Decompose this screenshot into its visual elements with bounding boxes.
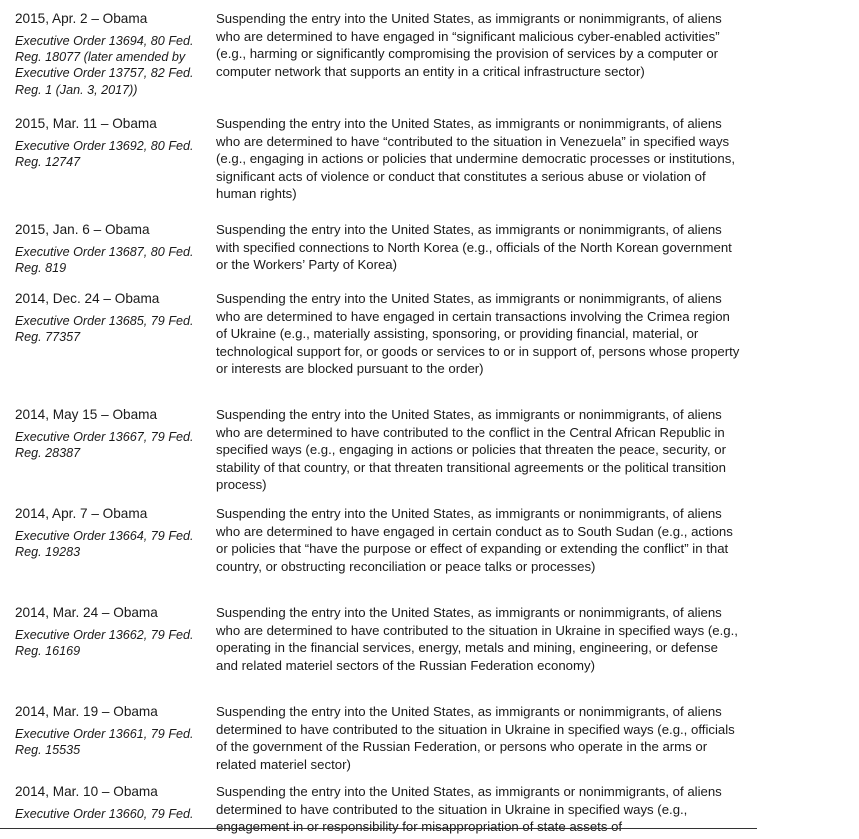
table-row [0,691,859,771]
order-citation-cell [0,209,205,276]
table-row [0,0,859,103]
order-citation-cell [0,592,205,659]
order-description: Suspending the entry into the United States, as immigrants or nonimmigrants, of aliens who are determined to have engaged in certain conduct as to South Sudan (e.g., actions or policies that “have the purpose or effect of expanding or extending the conflict” in that country, or obstructing reconciliation or peace talks or processes) [216,506,733,574]
table-row [0,394,859,493]
order-description: Suspending the entry into the United States, as immigrants or nonimmigrants, of aliens who are determined to have engaged in certain transactions involving the Crimea region of Ukraine (e.g., materially assisting, sponsoring, or providing financial, material, or technological support for, or goods or services to or in support of, persons whose property or interests are blocked pursuant to the order) [216,291,740,377]
table-row [0,103,859,209]
table-row [0,209,859,278]
order-citation-cell [0,0,205,98]
order-reference: Executive Order 13685, 79 Fed. Reg. 77357 [15,314,194,345]
table-row [0,493,859,592]
order-date: 2014, Mar. 24 – Obama [15,605,158,620]
table-row [0,278,859,394]
order-reference: Executive Order 13687, 80 Fed. Reg. 819 [15,245,194,276]
order-date: 2015, Jan. 6 – Obama [15,222,150,237]
order-citation-cell [0,771,205,822]
page-bottom-rule [0,828,757,829]
order-description: Suspending the entry into the United States, as immigrants or nonimmigrants, of aliens who are determined to have contributed to the situation in Ukraine in specified ways (e.g., operating in the financial services, energy, metals and mining, engineering, or defense and related materiel sectors of the Russian Federation economy) [216,605,738,673]
order-date: 2014, Mar. 10 – Obama [15,784,158,799]
order-citation-cell [0,103,205,170]
order-date: 2014, Dec. 24 – Obama [15,291,160,306]
order-description: Suspending the entry into the United States, as immigrants or nonimmigrants, of aliens who are determined to have “contributed to the situation in Venezuela” in specified ways (e.g., engaging in actions or policies that undermine democratic processes or institutions, significant acts of violence or conduct that constitutes a serious abuse or violation of human rights) [216,116,735,202]
table-row [0,771,859,835]
order-citation-cell [0,691,205,758]
order-description: Suspending the entry into the United States, as immigrants or nonimmigrants, of aliens determined to have contributed to the situation in Ukraine in specified ways (e.g., engagement in or responsibility for misappropriation of state assets of [216,784,722,835]
order-citation-cell [0,278,205,345]
table-row [0,592,859,691]
order-description: Suspending the entry into the United States, as immigrants or nonimmigrants, of aliens with specified connections to North Korea (e.g., officials of the North Korean government or the Workers’ Party of Korea) [216,222,732,273]
order-date: 2015, Mar. 11 – Obama [15,116,157,131]
order-reference: Executive Order 13667, 79 Fed. Reg. 28387 [15,430,194,461]
order-reference: Executive Order 13694, 80 Fed. Reg. 18077 (later amended by Executive Order 13757, 82 Fed. Reg. 1 (Jan. 3, 2017)) [15,34,194,97]
order-description: Suspending the entry into the United States, as immigrants or nonimmigrants, of aliens determined to have contributed to the situation in Ukraine in specified ways (e.g., officials of the government of the Russian Federation, or persons who operate in the arms or related materiel sector) [216,704,735,772]
order-citation-cell [0,394,205,461]
order-reference: Executive Order 13692, 80 Fed. Reg. 12747 [15,139,194,170]
order-date: 2014, May 15 – Obama [15,407,158,422]
order-reference: Executive Order 13662, 79 Fed. Reg. 16169 [15,628,194,659]
order-reference: Executive Order 13664, 79 Fed. Reg. 19283 [15,529,194,560]
order-description: Suspending the entry into the United States, as immigrants or nonimmigrants, of aliens who are determined to have engaged in “significant malicious cyber-enabled activities” (e.g., harming or significantly compromising the provision of services by a computer or computer network that supports an entity in a critical infrastructure sector) [216,11,722,79]
order-date: 2014, Mar. 19 – Obama [15,704,158,719]
order-reference: Executive Order 13660, 79 Fed. [15,807,194,821]
order-date: 2014, Apr. 7 – Obama [15,506,148,521]
order-citation-cell [0,493,205,560]
order-reference: Executive Order 13661, 79 Fed. Reg. 15535 [15,727,194,758]
order-description: Suspending the entry into the United States, as immigrants or nonimmigrants, of aliens who are determined to have contributed to the conflict in the Central African Republic in specified ways (e.g., engaging in actions or policies that threaten the peace, security, or stability of that country, or that threaten transitional agreements or the political transition process) [216,407,726,493]
order-date: 2015, Apr. 2 – Obama [15,11,148,26]
